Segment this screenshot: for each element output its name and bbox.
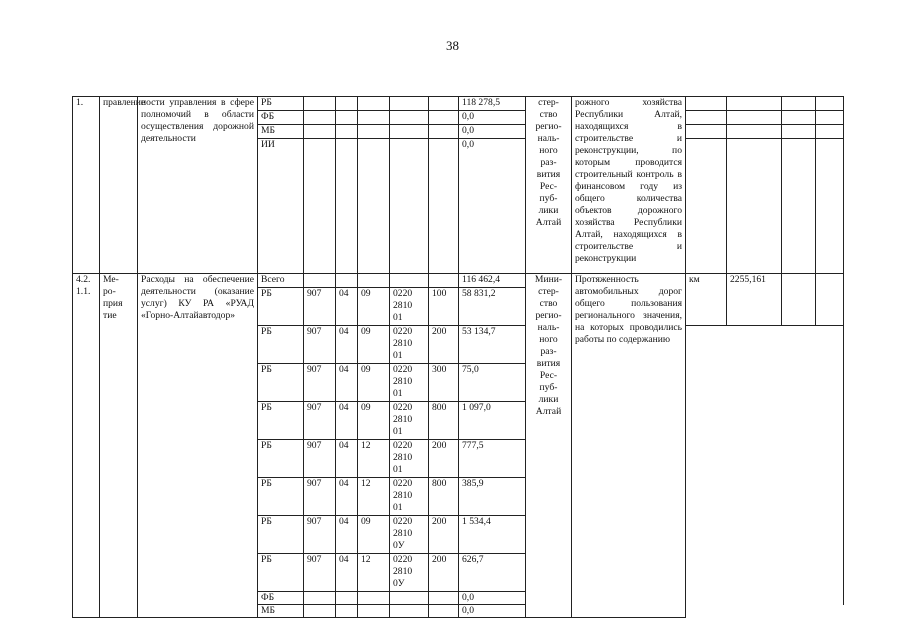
code-cell <box>304 125 336 139</box>
target-article-code: 0220 2810 01 <box>390 364 429 402</box>
code-cell <box>429 139 459 274</box>
grbs-code: 907 <box>304 554 336 592</box>
code-cell <box>336 605 358 618</box>
amount: 0,0 <box>459 605 526 618</box>
indicator-value <box>782 125 816 139</box>
indicator-value <box>816 274 844 326</box>
indicator-value <box>816 111 844 125</box>
code-cell <box>358 125 390 139</box>
funding-source: МБ <box>258 605 304 618</box>
indicator-value <box>727 139 782 274</box>
expense-type-code: 200 <box>429 516 459 554</box>
executor: Мини- стер- ство регио- наль- ного раз- вития Рес- пуб- лики Алтай <box>526 274 572 618</box>
amount: 1 534,4 <box>459 516 526 554</box>
code-cell <box>358 97 390 111</box>
item-name: ности управления в сфере полномочий в области осуществления дорожной деятельности <box>138 97 258 274</box>
code-cell <box>336 274 358 288</box>
subsection-code: 12 <box>358 440 390 478</box>
page-number: 38 <box>446 38 459 53</box>
code-cell <box>358 592 390 605</box>
code-cell <box>358 274 390 288</box>
indicator: рожного хозяйства Республики Алтай, находящихся в строительстве и реконструкции, по которым проводится строительный контроль в финансовом году из общего количества объектов дорожного хозяйства Республики Алтай, находящихся в строительстве и реконструкции <box>572 97 686 274</box>
indicator: Протяженность автомобильных дорог общего пользования регионального значения, на которых проводились работы по содержанию <box>572 274 686 618</box>
section-code: 04 <box>336 288 358 326</box>
target-article-code: 0220 2810 0У <box>390 516 429 554</box>
subsection-code: 09 <box>358 516 390 554</box>
amount: 118 278,5 <box>459 97 526 111</box>
unit: км <box>686 274 727 326</box>
section-code: 04 <box>336 440 358 478</box>
funding-source: РБ <box>258 97 304 111</box>
code-cell <box>336 139 358 274</box>
indicator-value <box>686 111 727 125</box>
code-cell <box>390 111 429 125</box>
funding-source: МБ <box>258 125 304 139</box>
code-cell <box>336 111 358 125</box>
code-cell <box>336 125 358 139</box>
indicator-value <box>686 125 727 139</box>
code-cell <box>390 605 429 618</box>
table-row <box>73 274 844 288</box>
indicator-value <box>686 139 727 274</box>
code-cell <box>429 274 459 288</box>
subsection-code: 09 <box>358 288 390 326</box>
funding-source: ФБ <box>258 592 304 605</box>
target-article-code: 0220 2810 01 <box>390 288 429 326</box>
amount: 0,0 <box>459 111 526 125</box>
code-cell <box>429 125 459 139</box>
amount: 58 831,2 <box>459 288 526 326</box>
code-cell <box>358 605 390 618</box>
code-cell <box>304 592 336 605</box>
expense-type-code: 800 <box>429 478 459 516</box>
expense-type-code: 800 <box>429 402 459 440</box>
funding-source: РБ <box>258 440 304 478</box>
code-cell <box>336 97 358 111</box>
indicator-value <box>782 97 816 111</box>
table-row <box>73 97 844 111</box>
target-article-code: 0220 2810 01 <box>390 326 429 364</box>
amount: 626,7 <box>459 554 526 592</box>
section-code: 04 <box>336 516 358 554</box>
amount: 777,5 <box>459 440 526 478</box>
expense-type-code: 300 <box>429 364 459 402</box>
item-type: правление <box>100 97 138 274</box>
grbs-code: 907 <box>304 402 336 440</box>
code-cell <box>429 97 459 111</box>
amount: 0,0 <box>459 592 526 605</box>
indicator-value <box>782 139 816 274</box>
amount: 116 462,4 <box>459 274 526 288</box>
expense-type-code: 100 <box>429 288 459 326</box>
grbs-code: 907 <box>304 326 336 364</box>
expense-type-code: 200 <box>429 440 459 478</box>
indicator-value <box>782 274 816 326</box>
funding-source: РБ <box>258 326 304 364</box>
code-cell <box>358 111 390 125</box>
amount: 1 097,0 <box>459 402 526 440</box>
code-cell <box>429 111 459 125</box>
amount: 385,9 <box>459 478 526 516</box>
amount: 0,0 <box>459 125 526 139</box>
code-cell <box>304 111 336 125</box>
code-cell <box>390 97 429 111</box>
code-cell <box>390 274 429 288</box>
section-code: 04 <box>336 554 358 592</box>
section-code: 04 <box>336 478 358 516</box>
item-name: Расходы на обеспечение деятельности (оказание услуг) КУ РА «РУАД «Горно-Алтайавтодор» <box>138 274 258 618</box>
indicator-value <box>816 139 844 274</box>
amount: 53 134,7 <box>459 326 526 364</box>
target-article-code: 0220 2810 01 <box>390 440 429 478</box>
grbs-code: 907 <box>304 288 336 326</box>
indicator-value <box>727 125 782 139</box>
funding-source: РБ <box>258 554 304 592</box>
item-type: Ме- ро- прия тие <box>100 274 138 618</box>
code-cell <box>429 605 459 618</box>
program-table <box>72 96 844 618</box>
funding-source: РБ <box>258 478 304 516</box>
funding-source: РБ <box>258 516 304 554</box>
grbs-code: 907 <box>304 516 336 554</box>
code-cell <box>304 274 336 288</box>
code-cell <box>336 592 358 605</box>
executor: стер- ство регио- наль- ного раз- вития Рес- пуб- лики Алтай <box>526 97 572 274</box>
item-number: 4.2. 1.1. <box>73 274 100 618</box>
funding-source: Всего <box>258 274 304 288</box>
section-code: 04 <box>336 326 358 364</box>
section-code: 04 <box>336 402 358 440</box>
code-cell <box>304 605 336 618</box>
amount: 75,0 <box>459 364 526 402</box>
target-article-code: 0220 2810 0У <box>390 554 429 592</box>
code-cell <box>429 592 459 605</box>
indicator-value <box>816 97 844 111</box>
indicator-value <box>686 97 727 111</box>
indicator-value <box>727 97 782 111</box>
grbs-code: 907 <box>304 478 336 516</box>
code-cell <box>304 139 336 274</box>
indicator-value <box>727 111 782 125</box>
target-article-code: 0220 2810 01 <box>390 478 429 516</box>
target-article-code: 0220 2810 01 <box>390 402 429 440</box>
grbs-code: 907 <box>304 364 336 402</box>
funding-source: РБ <box>258 402 304 440</box>
amount: 0,0 <box>459 139 526 274</box>
indicator-value: 2255,161 <box>727 274 782 326</box>
subsection-code: 12 <box>358 478 390 516</box>
expense-type-code: 200 <box>429 326 459 364</box>
code-cell <box>358 139 390 274</box>
subsection-code: 09 <box>358 326 390 364</box>
funding-source: РБ <box>258 288 304 326</box>
subsection-code: 09 <box>358 364 390 402</box>
expense-type-code: 200 <box>429 554 459 592</box>
item-number: 1. <box>73 97 100 274</box>
code-cell <box>304 97 336 111</box>
subsection-code: 12 <box>358 554 390 592</box>
funding-source: ИИ <box>258 139 304 274</box>
subsection-code: 09 <box>358 402 390 440</box>
code-cell <box>390 139 429 274</box>
code-cell <box>390 125 429 139</box>
indicator-value <box>816 125 844 139</box>
grbs-code: 907 <box>304 440 336 478</box>
indicator-value <box>782 111 816 125</box>
section-code: 04 <box>336 364 358 402</box>
funding-source: ФБ <box>258 111 304 125</box>
funding-source: РБ <box>258 364 304 402</box>
code-cell <box>390 592 429 605</box>
